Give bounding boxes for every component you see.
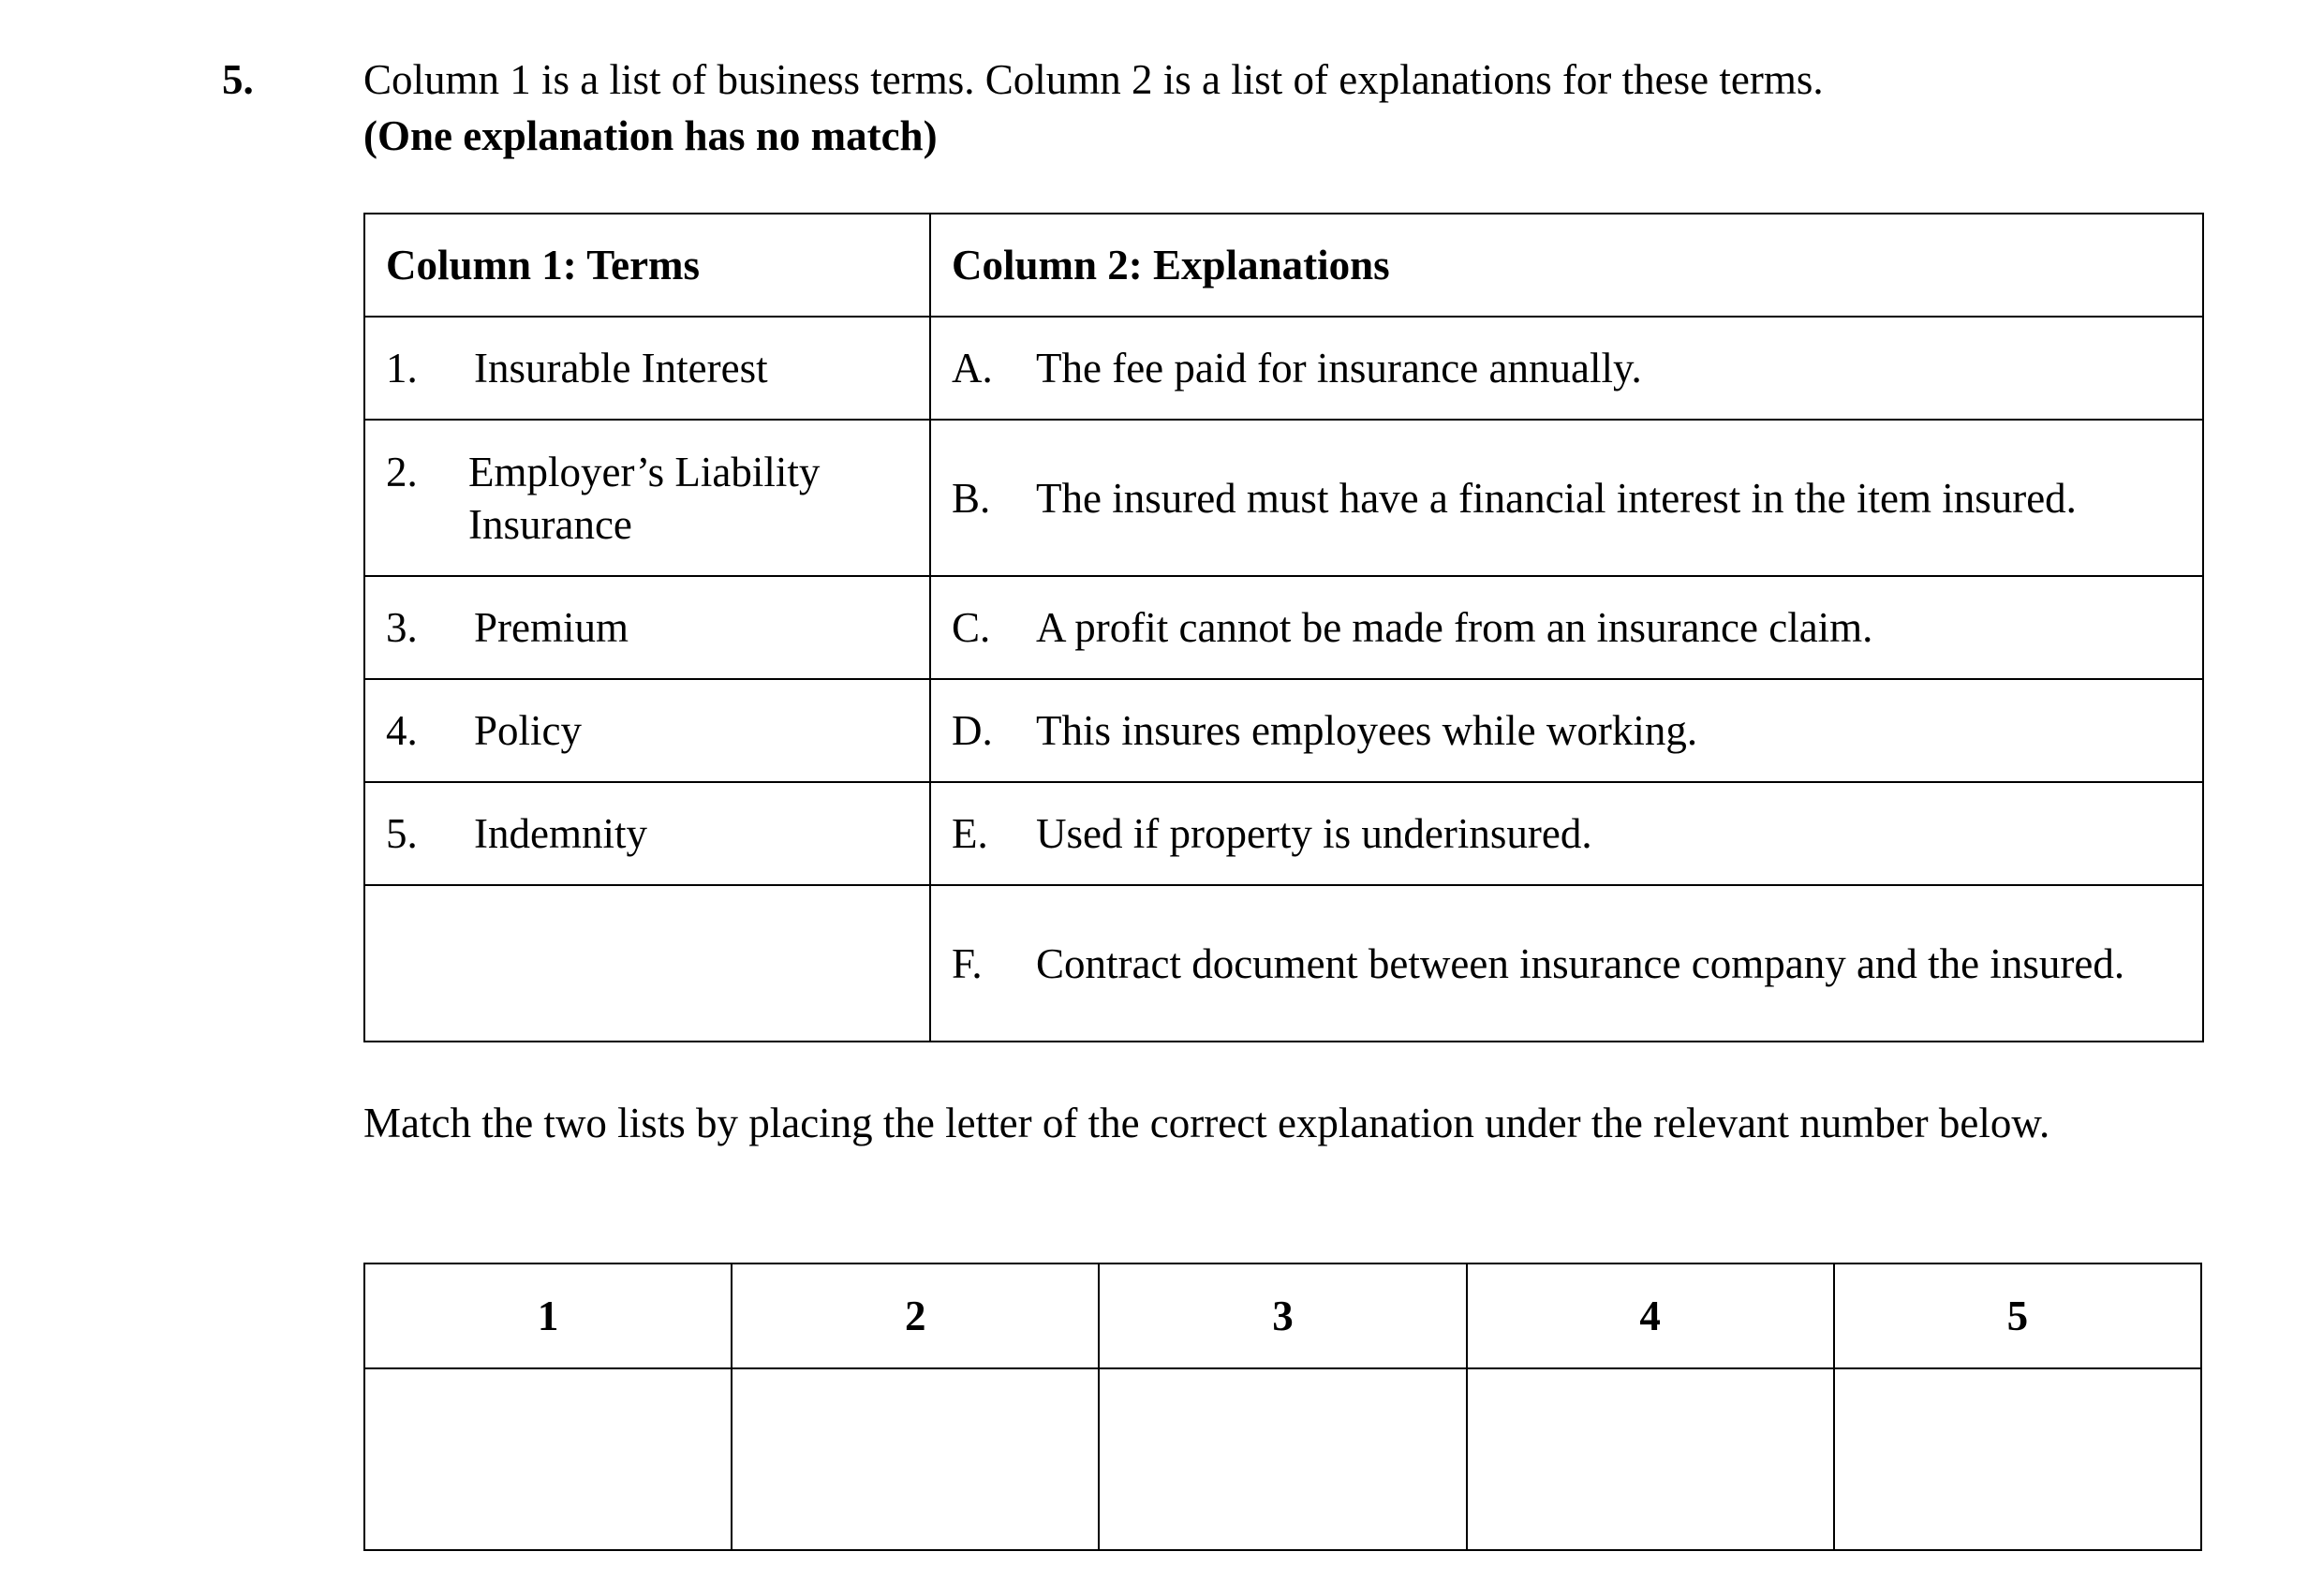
question-number: 5. — [222, 56, 254, 103]
table-row — [364, 420, 2203, 576]
explanation-cell — [930, 576, 2203, 679]
answer-cell-2[interactable] — [732, 1368, 1099, 1550]
explanation-letter: F. — [952, 939, 983, 987]
explanation-text: A profit cannot be made from an insurance claim. — [1036, 604, 1873, 651]
explanation-cell — [930, 317, 2203, 420]
answer-cell-5[interactable] — [1834, 1368, 2201, 1550]
table-row — [364, 576, 2203, 679]
term-text: Premium — [474, 604, 629, 651]
answer-cell-1[interactable] — [364, 1368, 732, 1550]
explanation-cell — [930, 679, 2203, 782]
explanation-letter: B. — [952, 474, 991, 522]
explanation-letter: E. — [952, 810, 988, 857]
answer-table — [363, 1263, 2202, 1551]
answer-header: 3 — [1099, 1264, 1466, 1368]
explanation-cell — [930, 885, 2203, 1042]
term-text: Indemnity — [474, 810, 647, 857]
explanation-text: Used if property is underinsured. — [1036, 810, 1592, 857]
answer-cell-4[interactable] — [1467, 1368, 1834, 1550]
answer-header: 5 — [1834, 1264, 2201, 1368]
term-cell-empty — [364, 885, 930, 1042]
table-row — [364, 679, 2203, 782]
explanation-letter: A. — [952, 345, 993, 392]
term-number: 1. — [386, 345, 418, 392]
column-1-header: Column 1: Terms — [364, 214, 930, 317]
answer-table-header — [364, 1264, 2201, 1368]
term-cell — [364, 679, 930, 782]
term-cell — [364, 317, 930, 420]
answer-header: 1 — [364, 1264, 732, 1368]
answer-row — [364, 1368, 2201, 1550]
table-row — [364, 885, 2203, 1042]
matching-table-header — [364, 214, 2203, 317]
intro-text: Column 1 is a list of business terms. Column 2 is a list of explanations for these terms. — [363, 56, 1824, 103]
answer-header: 2 — [732, 1264, 1099, 1368]
term-text: Employer’s Liability Insurance — [468, 448, 821, 548]
explanation-letter: D. — [952, 707, 993, 754]
column-2-header: Column 2: Explanations — [930, 214, 2203, 317]
term-cell — [364, 420, 930, 576]
explanation-cell — [930, 782, 2203, 885]
matching-table — [363, 213, 2204, 1042]
term-number: 5. — [386, 810, 418, 857]
explanation-letter: C. — [952, 604, 991, 651]
term-number: 3. — [386, 604, 418, 651]
explanation-cell — [930, 420, 2203, 576]
explanation-text: The fee paid for insurance annually. — [1036, 345, 1642, 392]
term-text: Insurable Interest — [474, 345, 768, 392]
explanation-text: Contract document between insurance company and the insured. — [1036, 939, 2125, 987]
term-cell — [364, 782, 930, 885]
term-cell — [364, 576, 930, 679]
question-intro — [363, 52, 1824, 164]
term-text: Policy — [474, 707, 583, 754]
table-row — [364, 782, 2203, 885]
explanation-text: The insured must have a financial interest in the item insured. — [1036, 474, 2077, 522]
intro-note: (One explanation has no match) — [363, 112, 938, 159]
term-number: 2. — [386, 448, 418, 495]
term-number: 4. — [386, 707, 418, 754]
instruction-text: Match the two lists by placing the letter of the correct explanation under the relevant number below. — [363, 1100, 2050, 1146]
table-row — [364, 317, 2203, 420]
explanation-text: This insures employees while working. — [1036, 707, 1698, 754]
answer-cell-3[interactable] — [1099, 1368, 1466, 1550]
answer-header: 4 — [1467, 1264, 1834, 1368]
